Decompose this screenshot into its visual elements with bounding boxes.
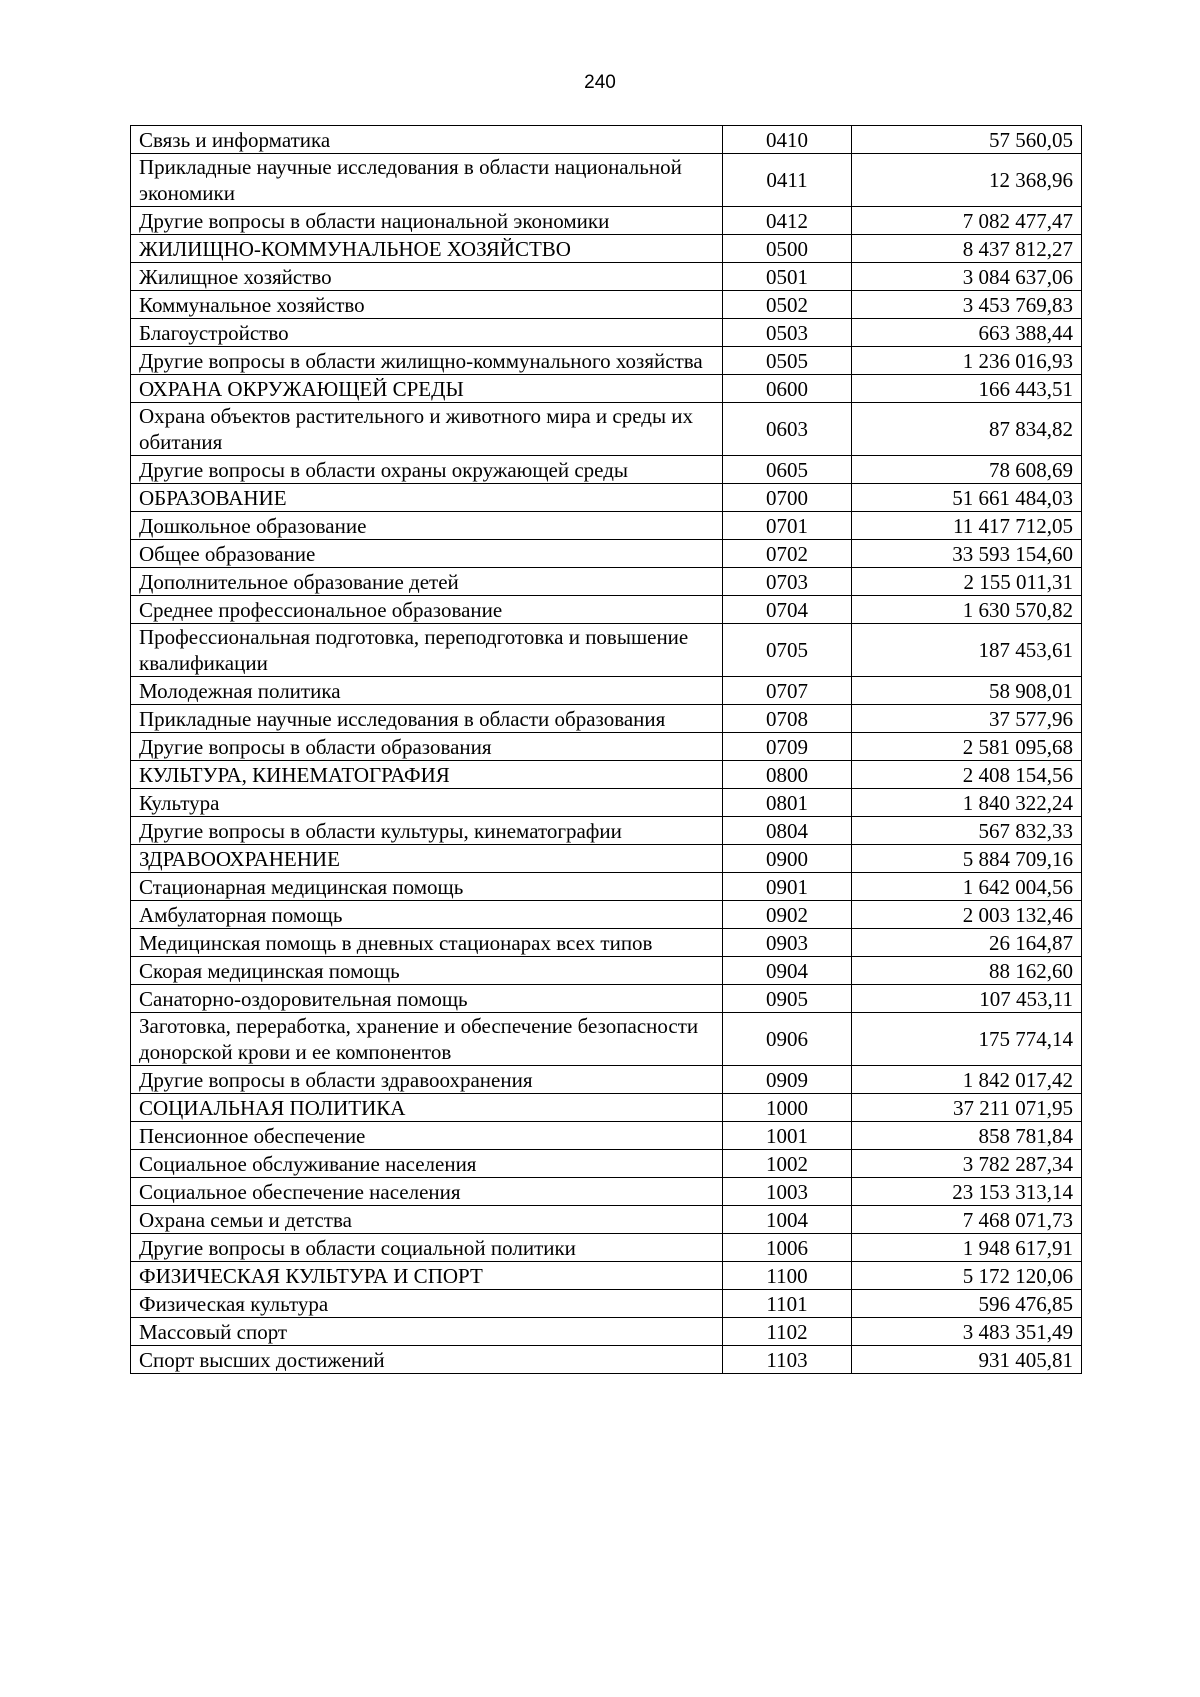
budget-table bbox=[130, 125, 1082, 1374]
table-row bbox=[131, 319, 1082, 347]
table-row bbox=[131, 817, 1082, 845]
row-name-cell: Другие вопросы в области образования bbox=[131, 733, 723, 761]
row-name-cell: Охрана объектов растительного и животного мира и среды их обитания bbox=[131, 403, 723, 456]
row-code-cell: 0704 bbox=[723, 596, 852, 624]
row-name-cell: Другие вопросы в области здравоохранения bbox=[131, 1066, 723, 1094]
table-row bbox=[131, 1066, 1082, 1094]
table-row bbox=[131, 403, 1082, 456]
table-row bbox=[131, 761, 1082, 789]
table-row bbox=[131, 484, 1082, 512]
table-row bbox=[131, 873, 1082, 901]
row-code-cell: 0905 bbox=[723, 985, 852, 1013]
page-number: 240 bbox=[584, 72, 616, 93]
row-amount-cell: 78 608,69 bbox=[852, 456, 1082, 484]
table-row bbox=[131, 263, 1082, 291]
row-name-cell: Охрана семьи и детства bbox=[131, 1206, 723, 1234]
row-amount-cell: 23 153 313,14 bbox=[852, 1178, 1082, 1206]
table-row bbox=[131, 456, 1082, 484]
row-amount-cell: 33 593 154,60 bbox=[852, 540, 1082, 568]
table-row bbox=[131, 1206, 1082, 1234]
table-row bbox=[131, 929, 1082, 957]
row-amount-cell: 187 453,61 bbox=[852, 624, 1082, 677]
row-amount-cell: 5 172 120,06 bbox=[852, 1262, 1082, 1290]
row-name-cell: Другие вопросы в области культуры, кинематографии bbox=[131, 817, 723, 845]
row-code-cell: 0709 bbox=[723, 733, 852, 761]
row-name-cell: Культура bbox=[131, 789, 723, 817]
row-code-cell: 0701 bbox=[723, 512, 852, 540]
row-name-cell: Связь и информатика bbox=[131, 126, 723, 154]
row-name-cell: Другие вопросы в области национальной экономики bbox=[131, 207, 723, 235]
row-amount-cell: 88 162,60 bbox=[852, 957, 1082, 985]
row-name-cell: ЖИЛИЩНО-КОММУНАЛЬНОЕ ХОЗЯЙСТВО bbox=[131, 235, 723, 263]
row-amount-cell: 12 368,96 bbox=[852, 154, 1082, 207]
table-row bbox=[131, 957, 1082, 985]
row-amount-cell: 8 437 812,27 bbox=[852, 235, 1082, 263]
row-amount-cell: 1 840 322,24 bbox=[852, 789, 1082, 817]
row-amount-cell: 87 834,82 bbox=[852, 403, 1082, 456]
row-amount-cell: 51 661 484,03 bbox=[852, 484, 1082, 512]
row-name-cell: Дополнительное образование детей bbox=[131, 568, 723, 596]
row-amount-cell: 3 483 351,49 bbox=[852, 1318, 1082, 1346]
table-row bbox=[131, 705, 1082, 733]
table-row bbox=[131, 1013, 1082, 1066]
table-row bbox=[131, 1094, 1082, 1122]
table-row bbox=[131, 596, 1082, 624]
row-name-cell: ОБРАЗОВАНИЕ bbox=[131, 484, 723, 512]
row-amount-cell: 107 453,11 bbox=[852, 985, 1082, 1013]
row-code-cell: 1002 bbox=[723, 1150, 852, 1178]
row-code-cell: 1004 bbox=[723, 1206, 852, 1234]
row-code-cell: 0501 bbox=[723, 263, 852, 291]
row-code-cell: 1003 bbox=[723, 1178, 852, 1206]
row-code-cell: 1103 bbox=[723, 1346, 852, 1374]
row-name-cell: ОХРАНА ОКРУЖАЮЩЕЙ СРЕДЫ bbox=[131, 375, 723, 403]
table-row bbox=[131, 624, 1082, 677]
row-code-cell: 0902 bbox=[723, 901, 852, 929]
row-amount-cell: 2 581 095,68 bbox=[852, 733, 1082, 761]
row-amount-cell: 567 832,33 bbox=[852, 817, 1082, 845]
row-amount-cell: 7 082 477,47 bbox=[852, 207, 1082, 235]
row-amount-cell: 11 417 712,05 bbox=[852, 512, 1082, 540]
table-row bbox=[131, 1150, 1082, 1178]
row-name-cell: Пенсионное обеспечение bbox=[131, 1122, 723, 1150]
row-code-cell: 0503 bbox=[723, 319, 852, 347]
row-name-cell: КУЛЬТУРА, КИНЕМАТОГРАФИЯ bbox=[131, 761, 723, 789]
row-amount-cell: 7 468 071,73 bbox=[852, 1206, 1082, 1234]
table-row bbox=[131, 207, 1082, 235]
row-name-cell: Жилищное хозяйство bbox=[131, 263, 723, 291]
row-code-cell: 0903 bbox=[723, 929, 852, 957]
table-row bbox=[131, 1290, 1082, 1318]
row-name-cell: СОЦИАЛЬНАЯ ПОЛИТИКА bbox=[131, 1094, 723, 1122]
row-amount-cell: 3 084 637,06 bbox=[852, 263, 1082, 291]
row-code-cell: 0800 bbox=[723, 761, 852, 789]
row-code-cell: 0909 bbox=[723, 1066, 852, 1094]
row-code-cell: 0410 bbox=[723, 126, 852, 154]
row-code-cell: 1100 bbox=[723, 1262, 852, 1290]
row-code-cell: 0801 bbox=[723, 789, 852, 817]
table-row bbox=[131, 154, 1082, 207]
table-row bbox=[131, 540, 1082, 568]
row-code-cell: 1102 bbox=[723, 1318, 852, 1346]
row-code-cell: 0702 bbox=[723, 540, 852, 568]
table-row bbox=[131, 512, 1082, 540]
budget-table-body bbox=[131, 126, 1082, 1374]
row-name-cell: Скорая медицинская помощь bbox=[131, 957, 723, 985]
row-amount-cell: 37 211 071,95 bbox=[852, 1094, 1082, 1122]
row-code-cell: 0603 bbox=[723, 403, 852, 456]
row-amount-cell: 663 388,44 bbox=[852, 319, 1082, 347]
table-row bbox=[131, 235, 1082, 263]
row-code-cell: 0411 bbox=[723, 154, 852, 207]
row-amount-cell: 26 164,87 bbox=[852, 929, 1082, 957]
row-code-cell: 0412 bbox=[723, 207, 852, 235]
row-name-cell: Социальное обеспечение населения bbox=[131, 1178, 723, 1206]
table-row bbox=[131, 126, 1082, 154]
row-amount-cell: 1 642 004,56 bbox=[852, 873, 1082, 901]
row-amount-cell: 175 774,14 bbox=[852, 1013, 1082, 1066]
table-row bbox=[131, 347, 1082, 375]
table-row bbox=[131, 1346, 1082, 1374]
row-amount-cell: 858 781,84 bbox=[852, 1122, 1082, 1150]
table-row bbox=[131, 845, 1082, 873]
table-row bbox=[131, 677, 1082, 705]
row-code-cell: 1001 bbox=[723, 1122, 852, 1150]
row-code-cell: 0505 bbox=[723, 347, 852, 375]
row-amount-cell: 596 476,85 bbox=[852, 1290, 1082, 1318]
row-amount-cell: 166 443,51 bbox=[852, 375, 1082, 403]
row-amount-cell: 3 782 287,34 bbox=[852, 1150, 1082, 1178]
table-row bbox=[131, 901, 1082, 929]
row-name-cell: Благоустройство bbox=[131, 319, 723, 347]
row-amount-cell: 1 236 016,93 bbox=[852, 347, 1082, 375]
row-name-cell: Коммунальное хозяйство bbox=[131, 291, 723, 319]
table-row bbox=[131, 375, 1082, 403]
row-code-cell: 0500 bbox=[723, 235, 852, 263]
row-code-cell: 0900 bbox=[723, 845, 852, 873]
row-amount-cell: 3 453 769,83 bbox=[852, 291, 1082, 319]
row-amount-cell: 37 577,96 bbox=[852, 705, 1082, 733]
row-code-cell: 0703 bbox=[723, 568, 852, 596]
row-name-cell: Другие вопросы в области охраны окружающей среды bbox=[131, 456, 723, 484]
table-row bbox=[131, 733, 1082, 761]
row-amount-cell: 1 630 570,82 bbox=[852, 596, 1082, 624]
row-amount-cell: 5 884 709,16 bbox=[852, 845, 1082, 873]
row-code-cell: 1101 bbox=[723, 1290, 852, 1318]
row-name-cell: Другие вопросы в области социальной политики bbox=[131, 1234, 723, 1262]
row-name-cell: Спорт высших достижений bbox=[131, 1346, 723, 1374]
row-name-cell: Дошкольное образование bbox=[131, 512, 723, 540]
row-name-cell: Заготовка, переработка, хранение и обеспечение безопасности донорской крови и ее компонентов bbox=[131, 1013, 723, 1066]
row-code-cell: 0804 bbox=[723, 817, 852, 845]
row-name-cell: Санаторно-оздоровительная помощь bbox=[131, 985, 723, 1013]
row-name-cell: Амбулаторная помощь bbox=[131, 901, 723, 929]
row-code-cell: 1006 bbox=[723, 1234, 852, 1262]
row-code-cell: 0906 bbox=[723, 1013, 852, 1066]
row-name-cell: Прикладные научные исследования в области образования bbox=[131, 705, 723, 733]
row-name-cell: Физическая культура bbox=[131, 1290, 723, 1318]
row-code-cell: 0901 bbox=[723, 873, 852, 901]
row-amount-cell: 1 842 017,42 bbox=[852, 1066, 1082, 1094]
row-name-cell: Стационарная медицинская помощь bbox=[131, 873, 723, 901]
row-name-cell: Молодежная политика bbox=[131, 677, 723, 705]
row-name-cell: Медицинская помощь в дневных стационарах всех типов bbox=[131, 929, 723, 957]
row-code-cell: 0705 bbox=[723, 624, 852, 677]
table-row bbox=[131, 568, 1082, 596]
table-row bbox=[131, 1122, 1082, 1150]
row-name-cell: Профессиональная подготовка, переподготовка и повышение квалификации bbox=[131, 624, 723, 677]
row-code-cell: 0708 bbox=[723, 705, 852, 733]
row-name-cell: ЗДРАВООХРАНЕНИЕ bbox=[131, 845, 723, 873]
row-amount-cell: 2 408 154,56 bbox=[852, 761, 1082, 789]
table-row bbox=[131, 1178, 1082, 1206]
row-amount-cell: 57 560,05 bbox=[852, 126, 1082, 154]
row-name-cell: Среднее профессиональное образование bbox=[131, 596, 723, 624]
row-amount-cell: 1 948 617,91 bbox=[852, 1234, 1082, 1262]
row-code-cell: 0904 bbox=[723, 957, 852, 985]
row-name-cell: Социальное обслуживание населения bbox=[131, 1150, 723, 1178]
row-code-cell: 0700 bbox=[723, 484, 852, 512]
row-code-cell: 0502 bbox=[723, 291, 852, 319]
row-code-cell: 0707 bbox=[723, 677, 852, 705]
table-row bbox=[131, 985, 1082, 1013]
row-code-cell: 0600 bbox=[723, 375, 852, 403]
row-code-cell: 0605 bbox=[723, 456, 852, 484]
row-code-cell: 1000 bbox=[723, 1094, 852, 1122]
row-amount-cell: 2 155 011,31 bbox=[852, 568, 1082, 596]
row-name-cell: Массовый спорт bbox=[131, 1318, 723, 1346]
row-name-cell: Другие вопросы в области жилищно-коммунального хозяйства bbox=[131, 347, 723, 375]
table-row bbox=[131, 1318, 1082, 1346]
row-name-cell: Общее образование bbox=[131, 540, 723, 568]
table-row bbox=[131, 1262, 1082, 1290]
row-name-cell: ФИЗИЧЕСКАЯ КУЛЬТУРА И СПОРТ bbox=[131, 1262, 723, 1290]
table-row bbox=[131, 291, 1082, 319]
row-name-cell: Прикладные научные исследования в области национальной экономики bbox=[131, 154, 723, 207]
row-amount-cell: 2 003 132,46 bbox=[852, 901, 1082, 929]
row-amount-cell: 58 908,01 bbox=[852, 677, 1082, 705]
table-row bbox=[131, 1234, 1082, 1262]
row-amount-cell: 931 405,81 bbox=[852, 1346, 1082, 1374]
table-row bbox=[131, 789, 1082, 817]
